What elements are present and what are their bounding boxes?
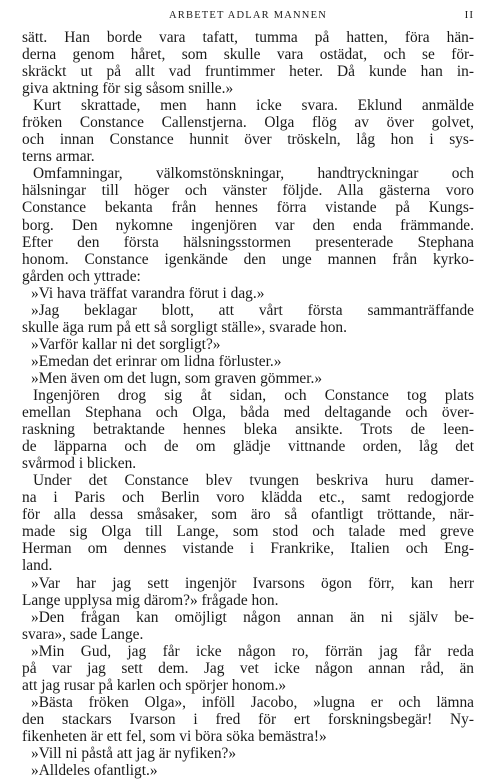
text-line: »Bästa fröken Olga», inföll Jacobo, »lugna er och lämna: [31, 693, 474, 711]
text-line: skulle äga rum på ett så sorgligt ställe», svarade hon.: [22, 318, 347, 336]
text-line: fröken Constance Callenstjerna. Olga flög av över golvet,: [22, 114, 474, 132]
text-line: »Vill ni påstå att jag är nyfiken?»: [31, 744, 237, 762]
running-head: [22, 8, 474, 26]
text-line: na i Paris och Berlin voro klädda etc., samt redogjorde: [22, 489, 474, 507]
text-line: de läpparna och de om glädje vittnande orden, låg det: [22, 438, 474, 456]
text-line: skräckt ut på allt vad fruntimmer heter. Då kunde han in-: [22, 63, 474, 81]
text-line: svårmod i blicken.: [22, 455, 137, 473]
text-line: Constance bekanta från hennes förra vistande på Kungs-: [22, 199, 474, 217]
text-line: »Var har jag sett ingenjör Ivarsons ögon förr, kan herr: [31, 574, 474, 592]
text-line: terns armar.: [22, 148, 95, 166]
text-line: att jag rusar på karlen och spörjer honom.»: [22, 676, 287, 694]
text-line: sätt. Han borde vara tafatt, tumma på hatten, föra hän-: [22, 29, 474, 46]
body-text: [22, 29, 474, 779]
text-line: hälsningar till höger och vänster följde. Alla gästerna voro: [22, 182, 474, 200]
text-line: honom. Constance igenkände den unge mannen från kyrko-: [22, 250, 474, 268]
text-line: Lange upplysa mig därom?» frågade hon.: [22, 591, 279, 609]
text-line: »Jag beklagar blott, att vårt första sammanträffande: [31, 301, 474, 319]
text-line: och innan Constance hunnit över tröskeln, låg hon i sys-: [22, 131, 474, 149]
text-line: »Varför kallar ni det sorgligt?»: [31, 335, 221, 353]
text-line: Kurt skrattade, men hann icke svara. Eklund anmälde: [33, 97, 474, 115]
text-line: »Vi hava träffat varandra förut i dag.»: [31, 284, 265, 302]
text-line: »Emedan det erinrar om lidna förluster.»: [31, 352, 282, 370]
page-number: II: [464, 9, 474, 21]
text-line: Efter den första hälsningsstormen presenterade Stephana: [22, 233, 474, 251]
text-line: på var jag sett dem. Jag vet icke någon annan råd, än: [22, 659, 474, 677]
text-line: den stackars Ivarson i fred för ert forskningsbegär! Ny-: [22, 710, 474, 728]
text-line: »Alldeles ofantligt.»: [31, 762, 158, 779]
text-line: Ingenjören drog sig åt sidan, och Constance tog plats: [33, 386, 474, 404]
text-line: borg. Den nykomne ingenjören var den enda främmande.: [22, 216, 474, 234]
text-line: giva aktning för sig såsom snille.»: [22, 80, 234, 98]
text-line: made sig Olga till Lange, som stod och talade med greve: [22, 523, 474, 541]
text-line: Under det Constance blev tvungen beskriva huru damer-: [33, 472, 474, 490]
text-line: Omfamningar, välkomstönskningar, handtryckningar och: [33, 165, 474, 183]
text-line: raskning betraktande hennes bleka ansikte. Trots de leen-: [22, 421, 474, 439]
text-line: derna genom håret, som skulle vara ostädat, och se för-: [22, 46, 474, 64]
text-line: »Min Gud, jag får icke någon ro, förrän jag får reda: [31, 642, 474, 660]
text-line: fikenheten är ett fel, som vi böra söka bemästra!»: [22, 727, 327, 745]
text-line: för alla dessa småsaker, som äro så ofantligt tröttande, när-: [22, 506, 474, 524]
text-line: gården och yttrade:: [22, 267, 141, 285]
running-title: ARBETET ADLAR MANNEN: [169, 10, 327, 21]
text-line: svara», sade Lange.: [22, 625, 144, 643]
text-line: »Men även om det lugn, som graven gömmer.»: [31, 369, 323, 387]
text-line: land.: [22, 557, 53, 575]
text-line: »Den frågan kan omöjligt någon annan än ni själv be-: [31, 608, 474, 626]
text-line: emellan Stephana och Olga, båda med deltagande och över-: [22, 404, 474, 422]
text-line: Herman om dennes vistande i Frankrike, Italien och Eng-: [22, 540, 474, 558]
